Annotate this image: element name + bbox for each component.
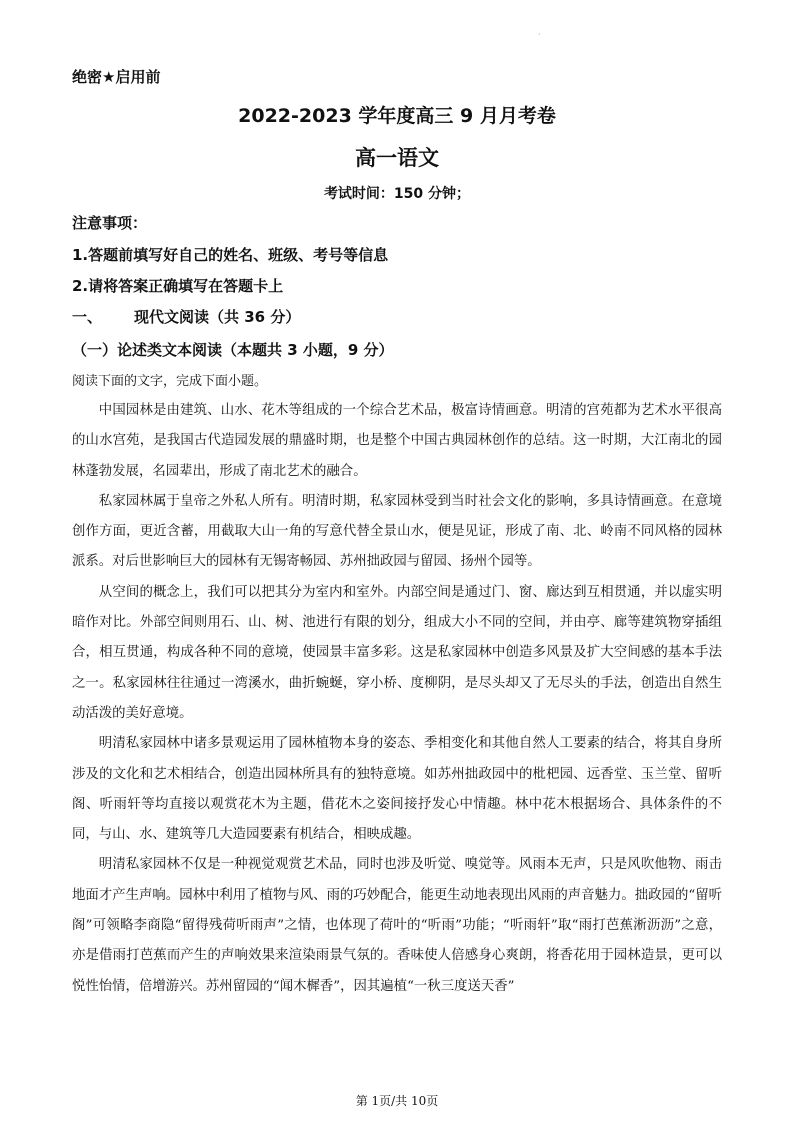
passage-paragraph: 私家园林属于皇帝之外私人所有。明清时期，私家园林受到当时社会文化的影响，多具诗情画意。在意境创作方面，更近含蓄，用截取大山一角的写意代替全景山水，便是见证，形成了南、北、岭南不同风格的园林派系。对后世影响巨大的园林有无锡寄畅园、苏州拙政园与留园、扬州个园等。: [72, 493, 722, 570]
note-item: 2.请将答案正确填写在答题卡上: [72, 277, 284, 295]
notes-heading: 注意事项：: [72, 214, 148, 232]
passage-paragraph: 明清私家园林中诸多景观运用了园林植物本身的姿态、季相变化和其他自然人工要素的结合，将其自身所涉及的文化和艺术相结合，创造出园林所具有的独特意境。如苏州拙政园中的枇杷园、远香堂、玉兰堂、留听阁、听雨轩等均直接以观赏花木为主题，借花木之姿间接抒发心中情趣。林中花木根据场合、具体条件的不同，与山、水、建筑等几大造园要素有机结合，相映成趣。: [72, 736, 722, 843]
note-item: 1.答题前填写好自己的姓名、班级、考号等信息: [72, 246, 389, 264]
exam-time: 考试时间：150 分钟；: [323, 186, 471, 202]
exam-title: 2022-2023 学年度高三 9 月月考卷: [238, 105, 556, 127]
passage-paragraph: 中国园林是由建筑、山水、花木等组成的一个综合艺术品，极富诗情画意。明清的宫苑都为艺术水平很高的山水宫苑，是我国古代造园发展的鼎盛时期，也是整个中国古典园林创作的总结。这一时期，大江南北的园林蓬勃发展，名园辈出，形成了南北艺术的融合。: [72, 403, 722, 479]
passage-paragraph: 明清私家园林不仅是一种视觉观赏艺术品，同时也涉及听觉、嗅觉等。风雨本无声，只是风吹他物、雨击地面才产生声响。园林中利用了植物与风、雨的巧妙配合，能更生动地表现出风雨的声音魅力。拙政园的“留听阁”可领略李商隐“留得残荷听雨声”之情，也体现了荷叶的“听雨”功能；“听雨轩”取“雨打芭蕉淅沥沥”之意，亦是借雨打芭蕉而产生的声响效果来渲染雨景气氛的。香味使人倍感身心爽朗，将香花用于园林造景，更可以悦性怡情，倍增游兴。苏州留园的“闻木樨香”，因其遍植“一秋三度送天香”: [72, 857, 722, 994]
confidential-label: 绝密★启用前: [72, 68, 161, 86]
page-number: 第 1页/共 10页: [355, 1094, 439, 1108]
passage-paragraph: 从空间的概念上，我们可以把其分为室内和室外。内部空间是通过门、窗、廊达到互相贯通，并以虚实明暗作对比。外部空间则用石、山、树、池进行有限的划分，组成大小不同的空间，并由亭、廊等建筑物穿插组合，相互贯通，构成各种不同的意境，使园景丰富多彩。这是私家园林中创造多风景及扩大空间感的基本手法之一。私家园林往往通过一湾溪水，曲折蜿蜒，穿小桥、度柳阴，是尽头却又了无尽头的手法，创造出自然生动活泼的美好意境。: [72, 584, 722, 721]
section-title: 现代文阅读（共 36 分）: [134, 308, 301, 326]
reading-instruction: 阅读下面的文字，完成下面小题。: [72, 374, 268, 389]
scan-mark: ·: [538, 30, 541, 39]
reading-passage: [72, 396, 722, 1002]
section-number: 一、: [72, 308, 103, 326]
subject-title: 高一语文: [355, 146, 439, 170]
subsection-heading: （一）论述类文本阅读（本题共 3 小题，9 分）: [72, 341, 394, 359]
section-heading: [72, 306, 300, 327]
